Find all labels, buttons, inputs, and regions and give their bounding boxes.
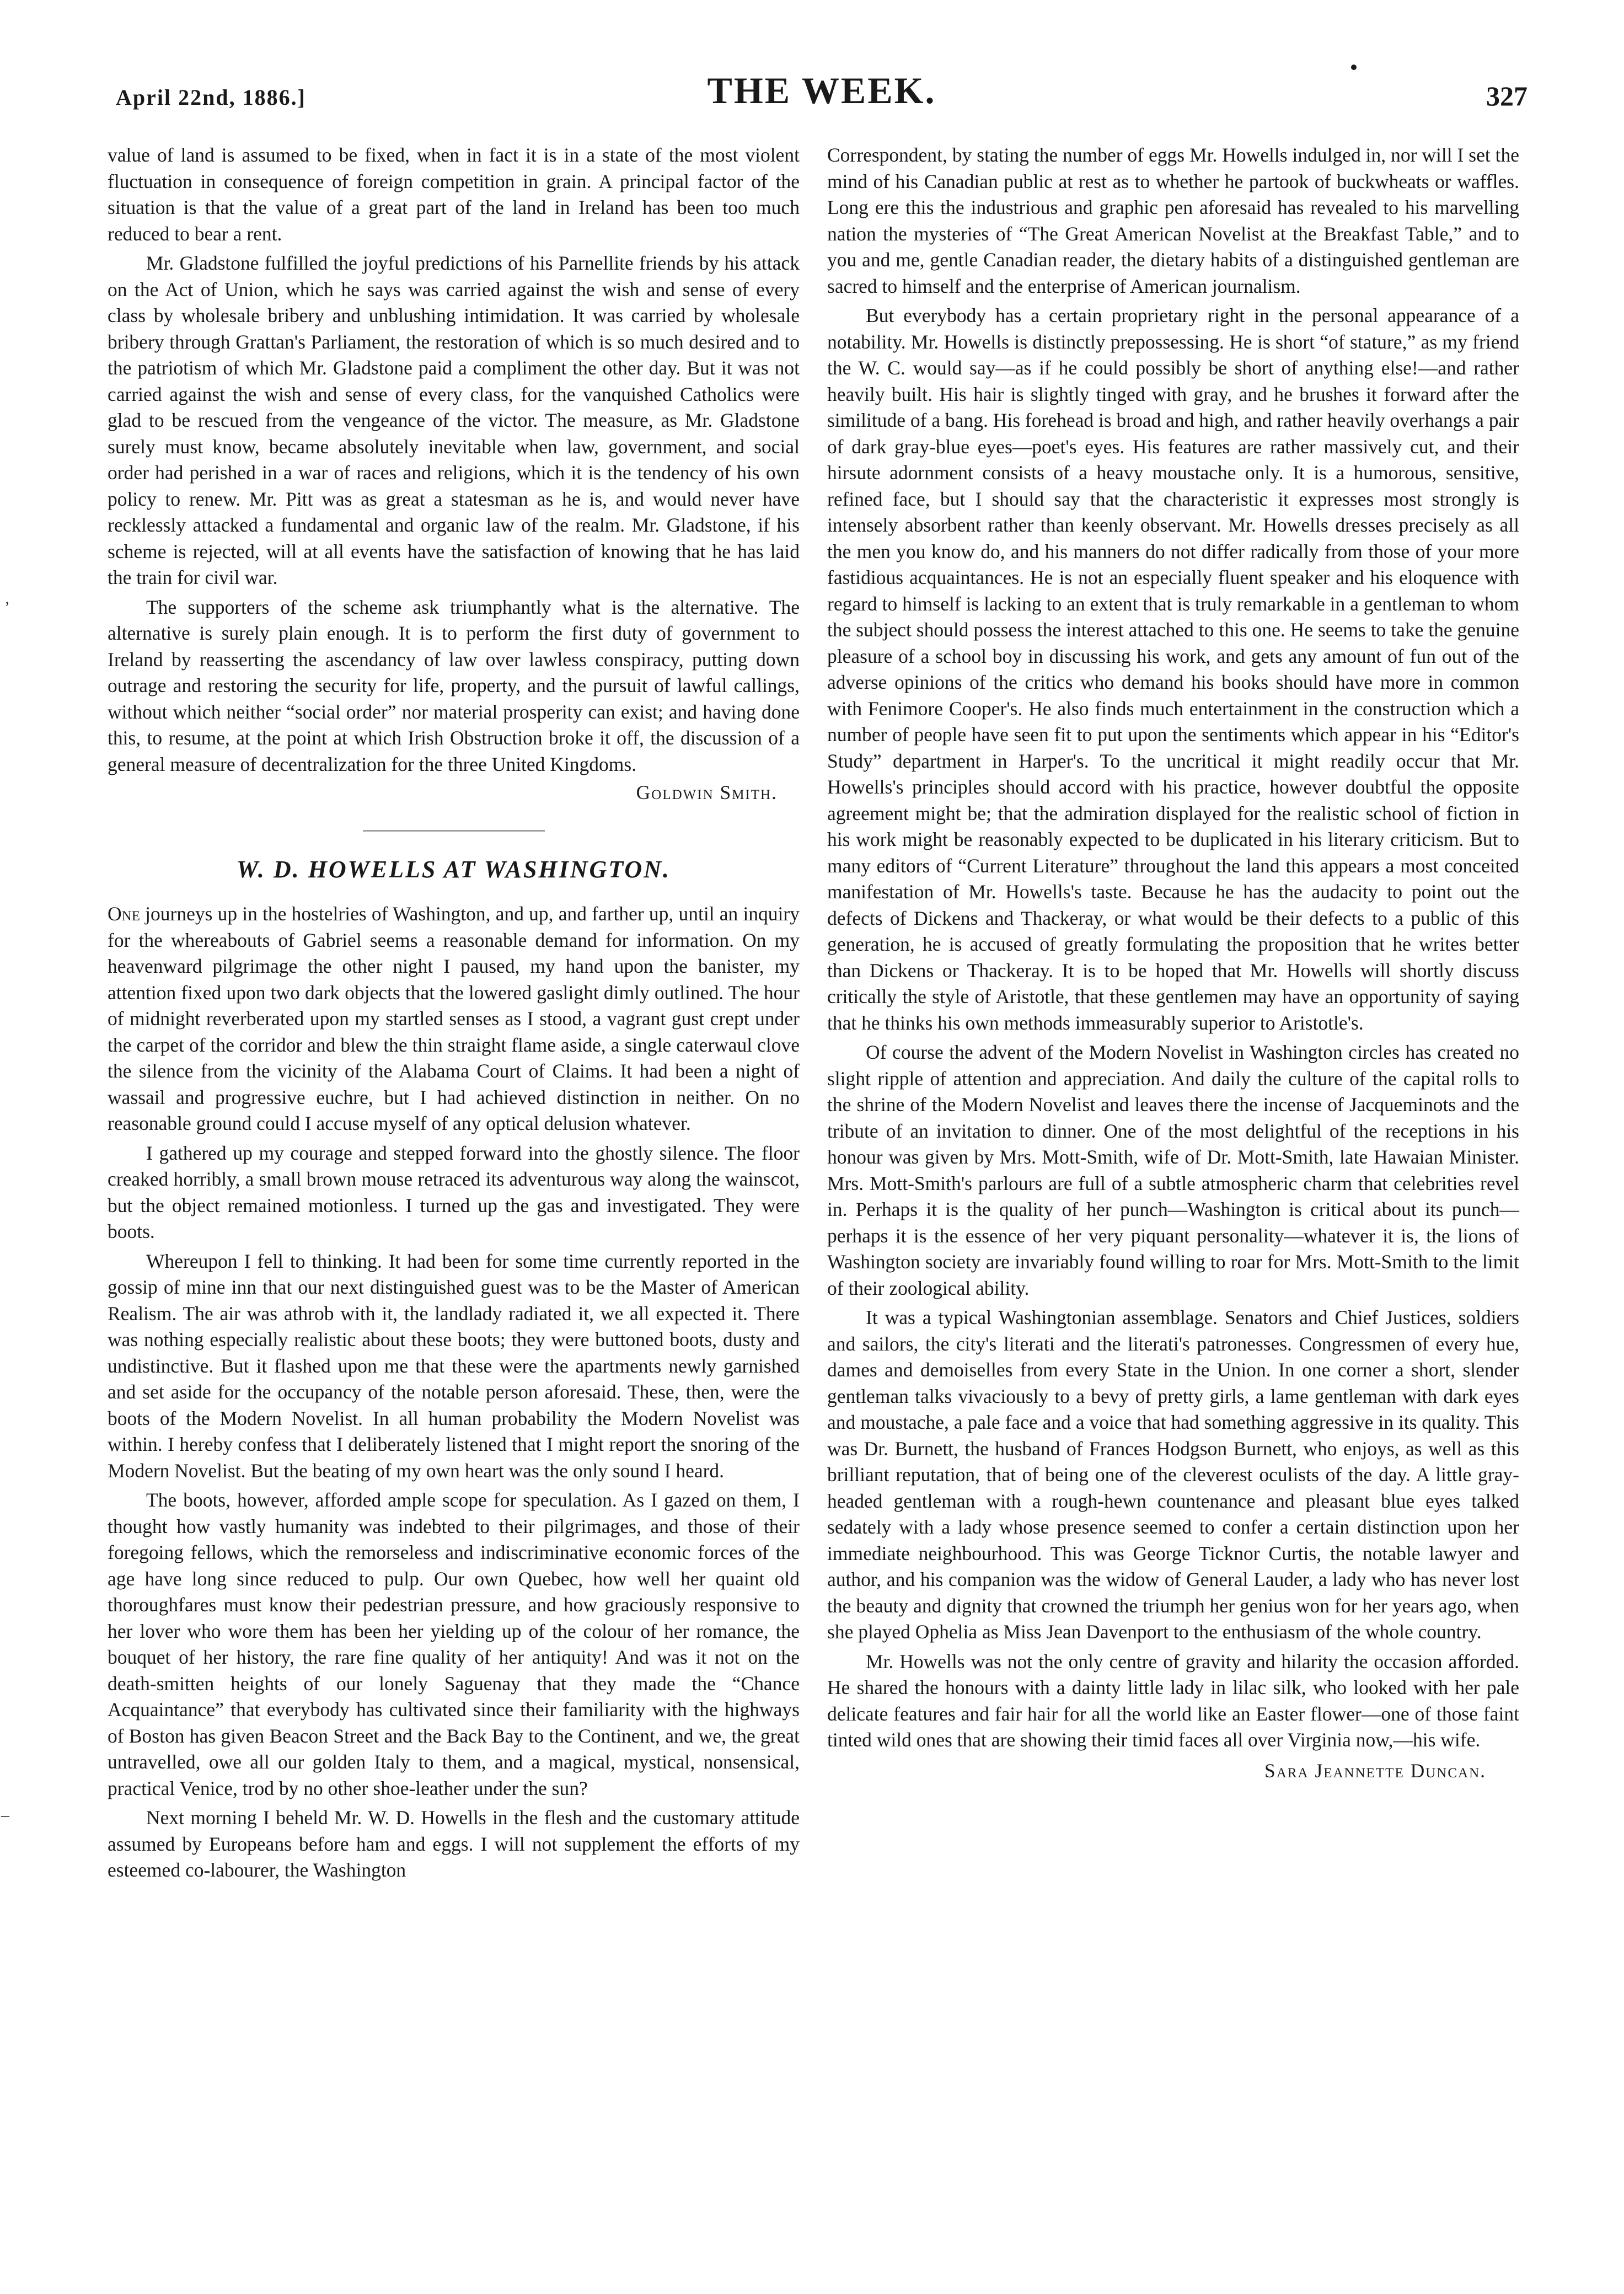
paragraph (108, 901, 800, 1137)
publication-title: THE WEEK. (707, 69, 936, 111)
paragraph: But everybody has a certain proprietary right in the personal appearance of a notability. Mr. Howells is distinctly prepossessing. He is short “of stature,” as my friend the W. C. would say—as if he could possibly be short of anything else!—and rather heavily built. His hair is slightly tinged with gray, and he brushes it forward after the similitude of a bang. His forehead is broad and high, and rather heavily overhangs a pair of dark gray-blue eyes—poet's eyes. His features are rather massively cut, and their hirsute adornment consists of a heavy moustache only. It is a humorous, sensitive, refined face, but I should say that the characteristic it expresses most strongly is intensely absorbent rather than keenly observant. Mr. Howells dresses precisely as all the men you know do, and his manners do not differ radically from those of your more fastidious acquaintances. He is not an especially fluent speaker and his eloquence with regard to himself is lacking to an extent that is truly remarkable in a gentleman to whom the subject should possess the interest attached to this one. He seems to take the genuine pleasure of a school boy in discussing his work, and gets any amount of fun out of the adverse opinions of the critics who demand his books should have more in common with Fenimore Cooper's. He also finds much entertainment in the construction which a number of people have seen fit to put upon the sentiments which appear in his “Editor's Study” department in Harper's. To the uncritical it might readily occur that Mr. Howells's principles should accord with his practice, however doubtful the opposite agreement might be; that the admiration displayed for the realistic school of fiction in his work might be reasonably expected to be duplicated in his literary criticism. But to many editors of “Current Literature” throughout the land this appears a most conceited manifestation of Mr. Howells's taste. Because he has the audacity to point out the defects of Dickens and Thackeray, or what would be their defects to a public of this generation, he is accused of greatly formulating the proposition that he writes better than Dickens or Thackeray. It is to be hoped that Mr. Howells will shortly discuss critically the style of Aristotle, that these gentlemen may have an opportunity of saying that he thinks his own methods immeasurably superior to Aristotle's. (827, 304, 1519, 1034)
article-title: W. D. HOWELLS AT WASHINGTON. (237, 855, 671, 883)
paragraph: Mr. Gladstone fulfilled the joyful predictions of his Parnellite friends by his attack on the Act of Union, which he says was carried against the wish and sense of every class by wholesale bribery and unblushing intimidation. It was carried by wholesale bribery through Grattan's Parliament, the restoration of which is so much desired and to the patriotism of which Mr. Gladstone paid a compliment the other day. But it was not carried against the wish and sense of every class, for the vanquished Catholics were glad to be rescued from the vengeance of the victor. The measure, as Mr. Gladstone surely must know, became absolutely inevitable when law, government, and social order had perished in a war of races and religions, which it is the tendency of his own policy to renew. Mr. Pitt was as great a statesman as he is, and would never have recklessly attacked a fundamental and organic law of the realm. Mr. Gladstone, if his scheme is rejected, will at all events have the satisfaction of knowing that he has laid the train for civil war. (108, 252, 800, 588)
paragraph: Of course the advent of the Modern Novelist in Washington circles has created no slight ripple of attention and appreciation. And daily the culture of the capital rolls to the shrine of the Modern Novelist and leaves there the incense of Jacqueminots and the tribute of an invitation to dinner. One of the most delightful of the receptions in his honour was given by Mrs. Mott-Smith, wife of Dr. Mott-Smith, late Hawaian Minister. Mrs. Mott-Smith's parlours are full of a subtle atmospheric charm that celebrities revel in. Perhaps it is the quality of her punch—Washington is critical about its punch—perhaps it is the essence of her very piquant personality—whatever it is, the lions of Washington society are invariably found willing to roar for Mrs. Mott-Smith to the limit of their zoological ability. (827, 1041, 1519, 1299)
paragraph: Correspondent, by stating the number of eggs Mr. Howells indulged in, nor will I set the mind of his Canadian public at rest as to whether he partook of buckwheats or waffles. Long ere this the industrious and graphic pen aforesaid has revealed to his marvelling nation the mysteries of “The Great American Novelist at the Breakfast Table,” and to you and me, gentle Canadian reader, the dietary habits of a distinguished gentleman are sacred to himself and the enterprise of American journalism. (827, 144, 1519, 297)
paragraph: value of land is assumed to be fixed, when in fact it is in a state of the most violent fluctuation in consequence of foreign competition in grain. A principal factor of the situation is that the value of a great part of the land in Ireland has been too much reduced to bear a rent. (108, 144, 800, 245)
page-header (116, 69, 1527, 119)
author-signature: Goldwin Smith. (636, 781, 778, 803)
paragraph: The supporters of the scheme ask triumphantly what is the alternative. The alternative is surely plain enough. It is to perform the first duty of government to Ireland by reasserting the ascendancy of law over lawless conspiracy, putting down outrage and restoring the security for life, property, and the pursuit of lawful callings, without which neither “social order” nor material prosperity can exist; and having done this, to resume, at the point at which Irish Obstruction broke it off, the discussion of a general measure of decentralization for the three United Kingdoms. (108, 596, 800, 775)
lead-word: One (108, 903, 140, 925)
paragraph: I gathered up my courage and stepped forward into the ghostly silence. The floor creaked horribly, a small brown mouse retraced its adventurous way along the wainscot, but the object remained motionless. I turned up the gas and investigated. They were boots. (108, 1141, 800, 1242)
issue-date: April 22nd, 1886.] (116, 85, 306, 110)
paragraph: Mr. Howells was not the only centre of gravity and hilarity the occasion afforded. He shared the honours with a dainty little lady in lilac silk, who looked with her pale delicate features and fair hair for all the world like an Easter flower—one of those faint tinted wild ones that are showing their timid faces all over Virginia now,—his wife. (827, 1650, 1519, 1751)
paragraph: Next morning I beheld Mr. W. D. Howells in the flesh and the customary attitude assumed by Europeans before ham and eggs. I will not supplement the efforts of my esteemed co-labourer, the Washington (108, 1807, 800, 1881)
author-signature: Sara Jeannette Duncan. (1264, 1759, 1486, 1782)
paragraph-text: journeys up in the hostelries of Washington, and up, and farther up, until an inquiry for the whereabouts of Gabriel seems a reasonable demand for information. On my heavenward pilgrimage the other night I paused, my hand upon the banister, my attention fixed upon two dark objects that the lowered gaslight dimly outlined. The hour of midnight reverberated upon my startled senses as I stood, a vagrant gust crept under the carpet of the corridor and blew the thin straight flame aside, a single caterwaul clove the silence from the vicinity of the Alabama Court of Claims. It had been a night of wassail and progressive euchre, but I had achieved distinction in neither. On no reasonable ground could I accuse myself of any optical delusion whatever. (108, 903, 800, 1134)
paragraph: Whereupon I fell to thinking. It had been for some time currently reported in the gossip of mine inn that our next distinguished guest was to be the Master of American Realism. The air was athrob with it, the landlady radiated it, we all expected it. There was nothing especially realistic about these boots; they were buttoned boots, dusty and undistinctive. But it flashed upon me that these were the apartments newly garnished and set aside for the occupancy of the notable person aforesaid. These, then, were the boots of the Modern Novelist. In all human probability the Modern Novelist was within. I hereby confess that I deliberately listened that I might report the snoring of the Modern Novelist. But the beating of my own heart was the only sound I heard. (108, 1250, 800, 1482)
right-column (827, 142, 1519, 1784)
paragraph: It was a typical Washingtonian assemblage. Senators and Chief Justices, soldiers and sailors, the city's literati and the literati's patronesses. Congressmen of every hue, dames and demoiselles from every State in the Union. In one corner a short, slender gentleman talks vivaciously to a bevy of pretty girls, a lame gentleman with dark eyes and moustache, a pale face and a voice that had something aggressive in its quality. This was Dr. Burnett, the husband of Frances Hodgson Burnett, who enjoys, as well as this brilliant reputation, that of being one of the cleverest oculists of the day. A little gray-headed gentleman with a rough-hewn countenance and pleasant blue eyes talked sedately with a lady whose presence seemed to confer a certain distinction upon her immediate neighbourhood. This was George Ticknor Curtis, the notable lawyer and author, and his companion was the widow of General Lauder, a lady who has never lost the beauty and dignity that crowned the triumph her genius won for her years ago, when she played Ophelia as Miss Jean Davenport to the enthusiasm of the whole country. (827, 1306, 1519, 1643)
page-number: 327 (1486, 81, 1527, 111)
ink-speck (1351, 65, 1357, 70)
section-divider (363, 830, 545, 832)
paragraph: The boots, however, afforded ample scope for speculation. As I gazed on them, I thought how vastly humanity was indebted to their pilgrimages, and those of their foregoing fellows, which the remorseless and indiscriminative economic forces of the age have long since reduced to pulp. Our own Quebec, how well her quaint old thoroughfares must know their pedestrian pressure, and how graciously responsive to her lover who wore them has been her yielding up of the colour of her romance, the bouquet of her history, the rare fine quality of her antiquity! And was it not on the death-smitten heights of our lonely Saguenay that they made the “Chance Acquaintance” that everybody has cultivated since their familiarity with the highways of Boston has given Beacon Street and the Back Bay to the Continent, and we, the great untravelled, owe all our golden Italy to them, and a magical, mystical, nonsensical, practical Venice, trod by no other shoe-leather under the sun? (108, 1489, 800, 1799)
margin-mark: – (1, 1806, 9, 1824)
left-column (108, 142, 800, 1884)
margin-mark: ’ (4, 598, 10, 617)
